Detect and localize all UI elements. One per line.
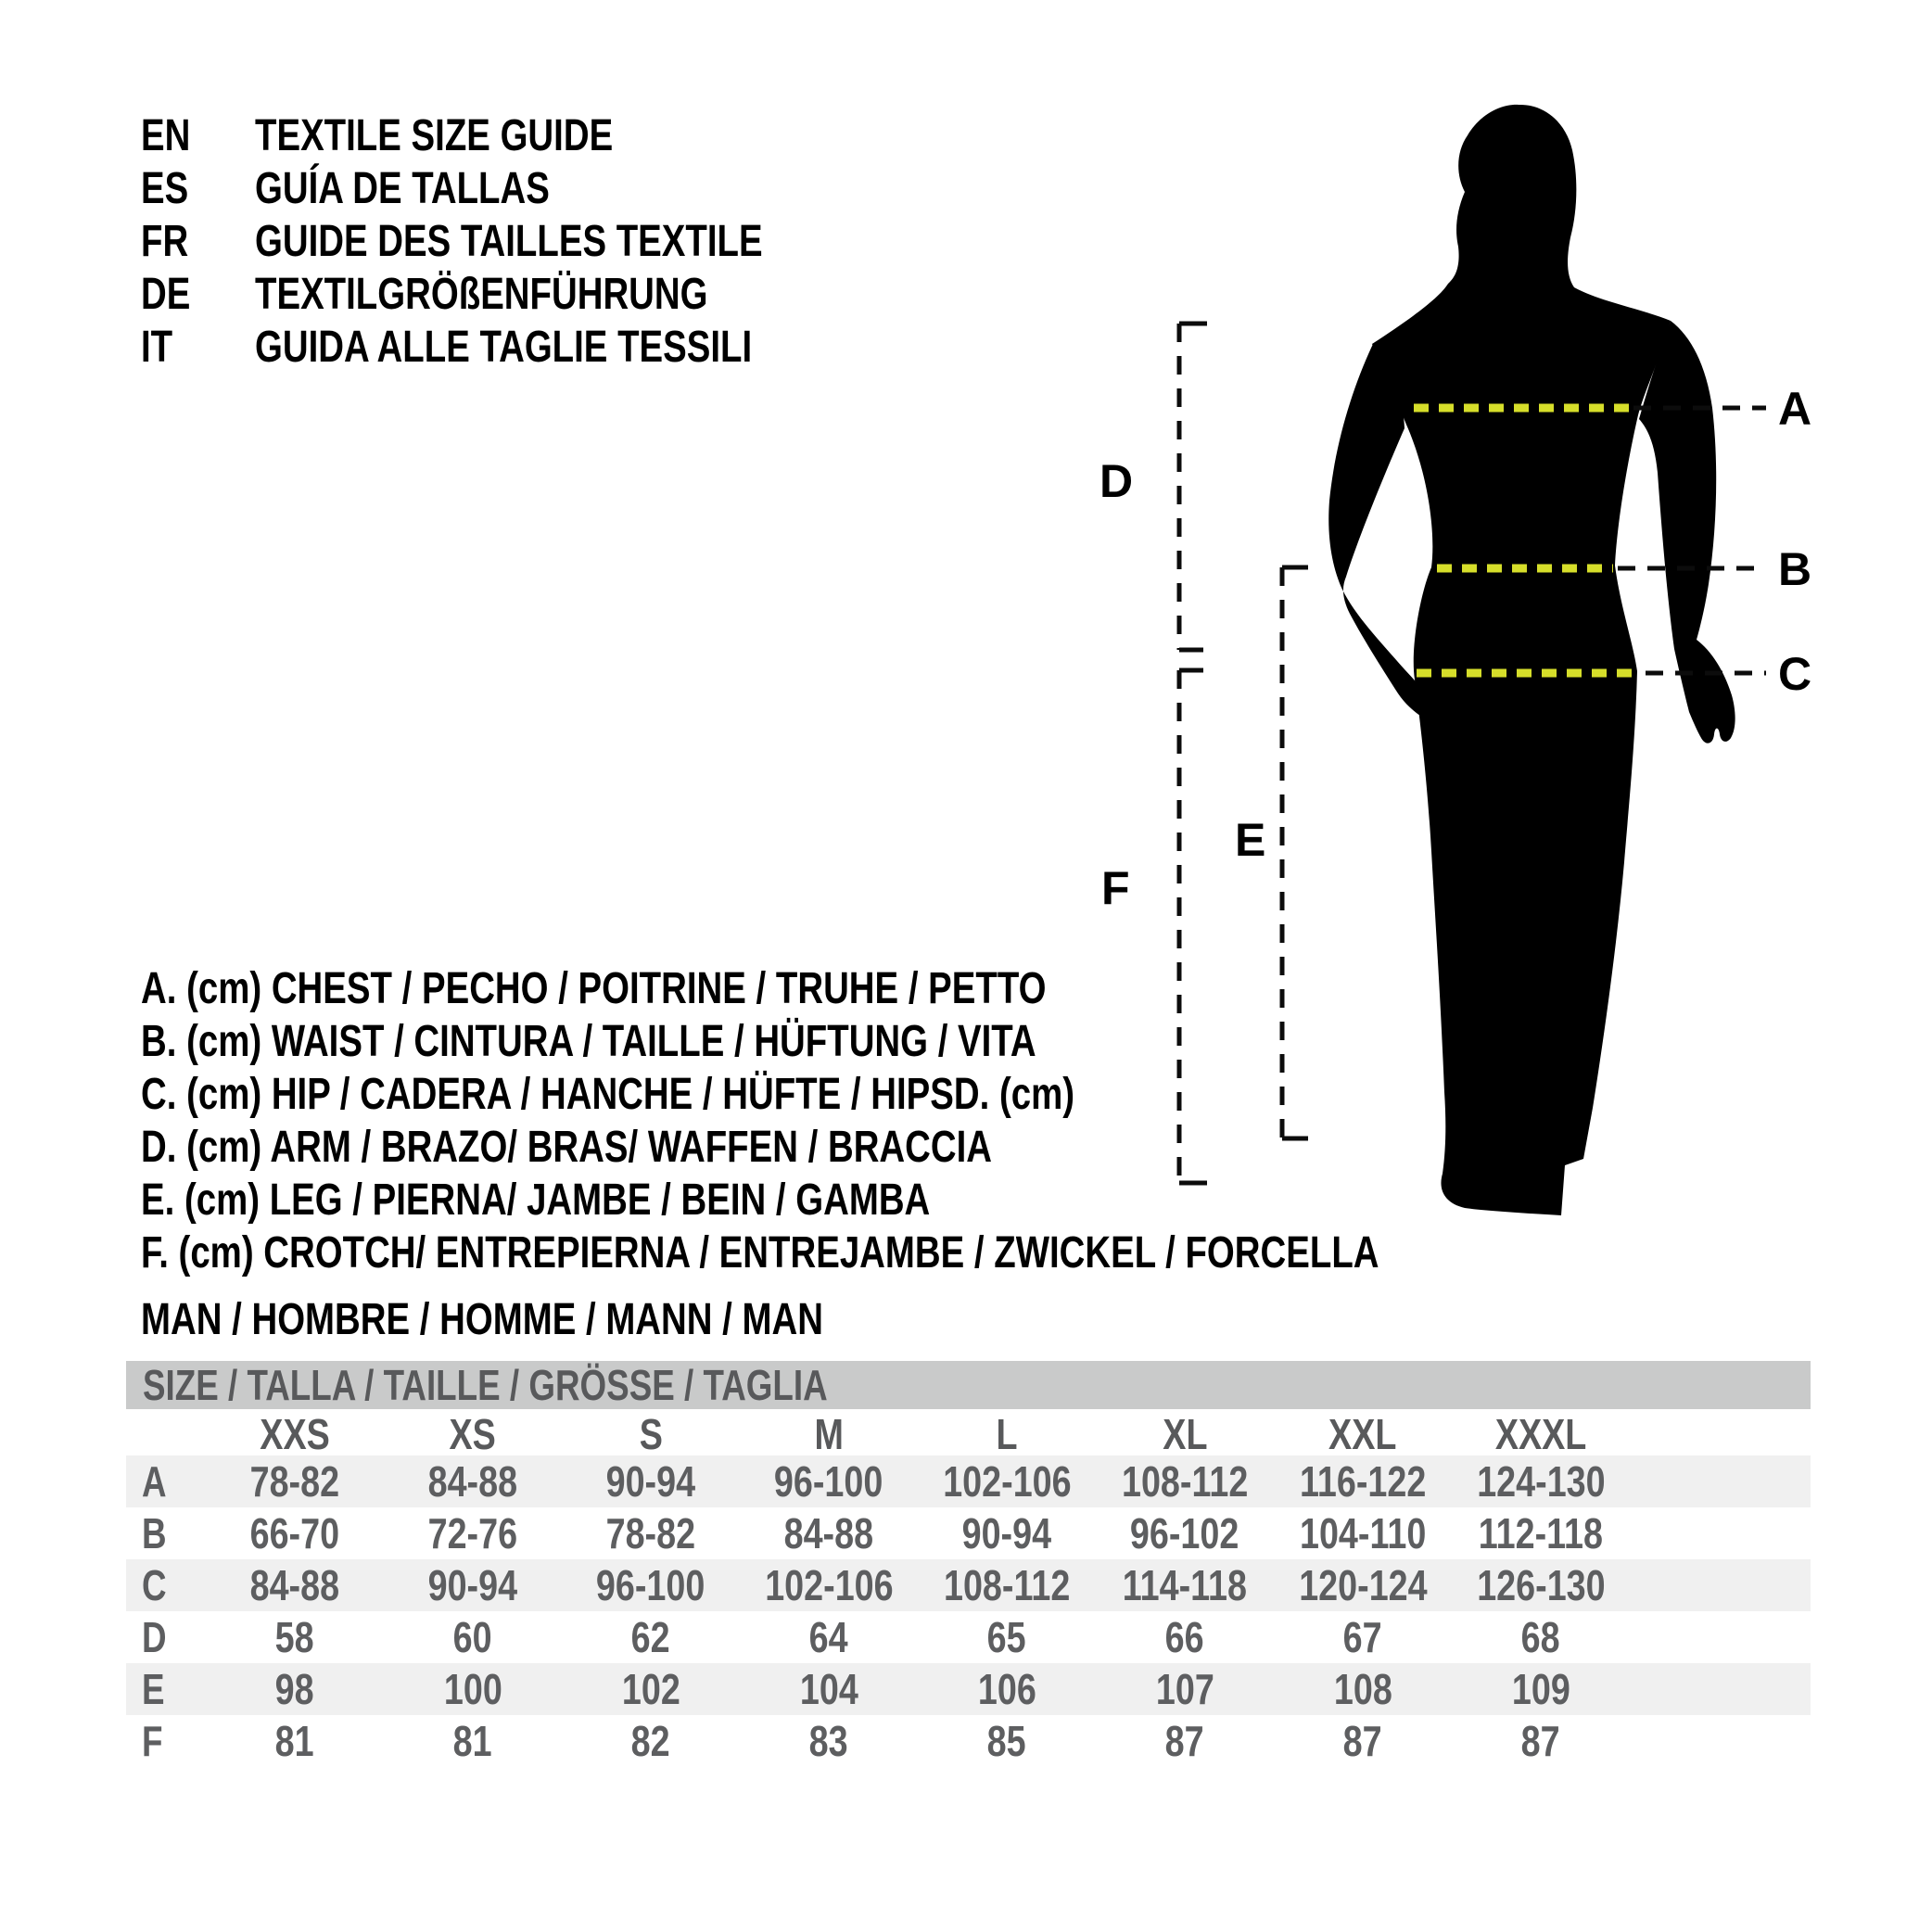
cell-text: 120-124: [1298, 1561, 1428, 1609]
language-row: [141, 162, 890, 215]
cell-text: 108: [1333, 1665, 1392, 1713]
size-table-header: [126, 1361, 1811, 1409]
cell-text: 85: [987, 1717, 1026, 1765]
legend-row: [141, 1227, 1688, 1279]
figure-label-b: B: [1778, 543, 1812, 595]
table-cell: [384, 1664, 562, 1714]
legend-row: [141, 1121, 1688, 1174]
table-cell: [384, 1456, 562, 1506]
legend-text: E. (cm) LEG / PIERNA/ JAMBE / BEIN / GAMBA: [141, 1176, 931, 1225]
legend-text: C. (cm) HIP / CADERA / HANCHE / HÜFTE / HIPSD. (cm): [141, 1070, 1075, 1119]
legend-text: F. (cm) CROTCH/ ENTREPIERNA / ENTREJAMBE / ZWICKEL / FORCELLA: [141, 1228, 1379, 1277]
cell-text: 124-130: [1476, 1457, 1606, 1506]
row-label-text: B: [142, 1509, 167, 1557]
measurement-legend: [141, 962, 1688, 1279]
figure-label-d: D: [1099, 455, 1134, 507]
cell-text: 96-100: [596, 1561, 705, 1609]
size-col-header-text: S: [639, 1410, 663, 1458]
table-cell: [1096, 1456, 1274, 1506]
table-cell: [740, 1612, 918, 1662]
cell-text: 96-100: [774, 1457, 883, 1506]
table-row: [126, 1507, 1811, 1559]
table-cell: [206, 1456, 384, 1506]
language-code: DE: [141, 270, 191, 319]
size-col-header-text: M: [814, 1410, 844, 1458]
cell-text: 109: [1511, 1665, 1570, 1713]
figure-label-f: F: [1101, 862, 1130, 914]
figure-label-c: C: [1778, 648, 1812, 700]
cell-text: 84-88: [427, 1457, 518, 1506]
cell-text: 102-106: [764, 1561, 894, 1609]
legend-row: [141, 962, 1688, 1015]
cell-text: 62: [631, 1613, 670, 1661]
table-cell: [740, 1560, 918, 1610]
language-row: [141, 268, 890, 321]
legend-text: B. (cm) WAIST / CINTURA / TAILLE / HÜFTUNG / VITA: [141, 1017, 1036, 1066]
row-label-text: A: [142, 1457, 167, 1506]
cell-text: 87: [1343, 1717, 1382, 1765]
table-cell: [918, 1456, 1096, 1506]
cell-text: 114-118: [1122, 1561, 1248, 1609]
cell-text: 82: [631, 1717, 670, 1765]
table-cell: [740, 1716, 918, 1766]
cell-text: 58: [275, 1613, 314, 1661]
cell-text: 102-106: [942, 1457, 1072, 1506]
table-cell: [384, 1508, 562, 1558]
size-col-header-text: XXS: [260, 1410, 330, 1458]
cell-text: 65: [987, 1613, 1026, 1661]
table-cell: [1452, 1560, 1630, 1610]
size-col-header-text: XXL: [1328, 1410, 1397, 1458]
table-cell: [1096, 1612, 1274, 1662]
cell-text: 106: [977, 1665, 1036, 1713]
size-col-header-text: XL: [1162, 1410, 1208, 1458]
language-title: GUIDA ALLE TAGLIE TESSILI: [255, 323, 753, 372]
table-row: [126, 1559, 1811, 1611]
table-cell: [384, 1560, 562, 1610]
cell-text: 116-122: [1299, 1457, 1427, 1506]
table-row: [126, 1663, 1811, 1715]
size-table-header-text: SIZE / TALLA / TAILLE / GRÖSSE / TAGLIA: [143, 1361, 828, 1409]
table-cell: [384, 1716, 562, 1766]
size-col-header: [918, 1409, 1096, 1459]
cell-text: 104-110: [1299, 1509, 1427, 1557]
table-cell: [1452, 1716, 1630, 1766]
table-cell: [1274, 1664, 1452, 1714]
legend-row: [141, 1015, 1688, 1068]
table-cell: [918, 1716, 1096, 1766]
legend-row: [141, 1174, 1688, 1227]
language-title: GUIDE DES TAILLES TEXTILE: [255, 217, 763, 266]
size-col-header: [1274, 1409, 1452, 1459]
language-title: TEXTILGRÖßENFÜHRUNG: [255, 270, 708, 319]
table-cell: [1274, 1716, 1452, 1766]
table-cell: [1274, 1456, 1452, 1506]
category-line: [141, 1293, 994, 1346]
table-cell: [1452, 1456, 1630, 1506]
table-cell: [918, 1508, 1096, 1558]
table-cell: [918, 1560, 1096, 1610]
cell-text: 78-82: [249, 1457, 340, 1506]
table-cell: [1452, 1508, 1630, 1558]
language-code: ES: [141, 164, 189, 213]
language-title: TEXTILE SIZE GUIDE: [255, 111, 614, 160]
table-row: [126, 1455, 1811, 1507]
table-row: [126, 1611, 1811, 1663]
row-label: [126, 1456, 206, 1506]
cell-text: 64: [809, 1613, 848, 1661]
table-cell: [918, 1664, 1096, 1714]
table-row: [126, 1715, 1811, 1767]
table-cell: [206, 1664, 384, 1714]
cell-text: 90-94: [605, 1457, 696, 1506]
language-row: [141, 215, 890, 268]
row-label-text: E: [142, 1665, 165, 1713]
table-cell: [1274, 1560, 1452, 1610]
language-title: GUÍA DE TALLAS: [255, 164, 550, 213]
row-label-text: F: [142, 1717, 163, 1765]
size-col-header-text: XXXL: [1494, 1410, 1587, 1458]
table-cell: [1096, 1664, 1274, 1714]
row-label: [126, 1560, 206, 1610]
row-label-text: D: [142, 1613, 167, 1661]
cell-text: 84-88: [783, 1509, 874, 1557]
cell-text: 66-70: [249, 1509, 340, 1557]
row-label: [126, 1664, 206, 1714]
legend-text: A. (cm) CHEST / PECHO / POITRINE / TRUHE / PETTO: [141, 964, 1047, 1013]
size-col-header: [1096, 1409, 1274, 1459]
size-table: [126, 1361, 1811, 1767]
table-cell: [1452, 1612, 1630, 1662]
cell-text: 60: [453, 1613, 492, 1661]
table-cell: [918, 1612, 1096, 1662]
category-text: MAN / HOMBRE / HOMME / MANN / MAN: [141, 1295, 823, 1344]
language-code: EN: [141, 111, 191, 160]
cell-text: 104: [799, 1665, 858, 1713]
table-cell: [1452, 1664, 1630, 1714]
size-col-header: [206, 1409, 384, 1459]
cell-text: 90-94: [961, 1509, 1052, 1557]
cell-text: 68: [1521, 1613, 1560, 1661]
size-header-row: [126, 1409, 1811, 1458]
table-cell: [206, 1508, 384, 1558]
cell-text: 107: [1155, 1665, 1214, 1713]
cell-text: 83: [809, 1717, 848, 1765]
table-cell: [206, 1560, 384, 1610]
table-cell: [740, 1456, 918, 1506]
table-cell: [1096, 1508, 1274, 1558]
row-label: [126, 1612, 206, 1662]
table-cell: [740, 1508, 918, 1558]
language-code: FR: [141, 217, 189, 266]
size-col-header: [562, 1409, 740, 1459]
table-cell: [1274, 1612, 1452, 1662]
size-col-header-text: XS: [449, 1410, 497, 1458]
table-cell: [562, 1456, 740, 1506]
table-cell: [562, 1716, 740, 1766]
cell-text: 102: [621, 1665, 680, 1713]
table-cell: [562, 1508, 740, 1558]
row-label: [126, 1716, 206, 1766]
table-cell: [384, 1612, 562, 1662]
table-cell: [562, 1664, 740, 1714]
language-code: IT: [141, 323, 173, 372]
row-label-text: C: [142, 1561, 167, 1609]
cell-text: 112-118: [1478, 1509, 1604, 1557]
table-cell: [206, 1612, 384, 1662]
language-title-list: [141, 109, 890, 374]
size-col-header-text: L: [996, 1410, 1018, 1458]
cell-text: 78-82: [605, 1509, 696, 1557]
size-col-header: [1452, 1409, 1630, 1459]
cell-text: 96-102: [1130, 1509, 1239, 1557]
cell-text: 90-94: [427, 1561, 518, 1609]
cell-text: 66: [1165, 1613, 1204, 1661]
cell-text: 84-88: [249, 1561, 340, 1609]
table-cell: [740, 1664, 918, 1714]
figure-label-a: A: [1778, 383, 1812, 435]
cell-text: 126-130: [1476, 1561, 1606, 1609]
table-cell: [1274, 1508, 1452, 1558]
language-row: [141, 321, 890, 374]
legend-text: D. (cm) ARM / BRAZO/ BRAS/ WAFFEN / BRACCIA: [141, 1123, 993, 1172]
legend-row: [141, 1068, 1688, 1121]
table-cell: [1096, 1560, 1274, 1610]
row-label: [126, 1508, 206, 1558]
cell-text: 98: [275, 1665, 314, 1713]
figure-label-e: E: [1235, 814, 1266, 866]
language-row: [141, 109, 890, 162]
cell-text: 108-112: [943, 1561, 1071, 1609]
table-cell: [1096, 1716, 1274, 1766]
cell-text: 81: [453, 1717, 492, 1765]
cell-text: 100: [443, 1665, 502, 1713]
table-cell: [206, 1716, 384, 1766]
cell-text: 72-76: [427, 1509, 518, 1557]
size-col-header: [384, 1409, 562, 1459]
cell-text: 67: [1343, 1613, 1382, 1661]
cell-text: 108-112: [1121, 1457, 1249, 1506]
cell-text: 87: [1165, 1717, 1204, 1765]
cell-text: 87: [1521, 1717, 1560, 1765]
size-col-header: [740, 1409, 918, 1459]
man-right-arm: [1639, 321, 1735, 744]
table-cell: [562, 1560, 740, 1610]
cell-text: 81: [275, 1717, 314, 1765]
table-cell: [562, 1612, 740, 1662]
